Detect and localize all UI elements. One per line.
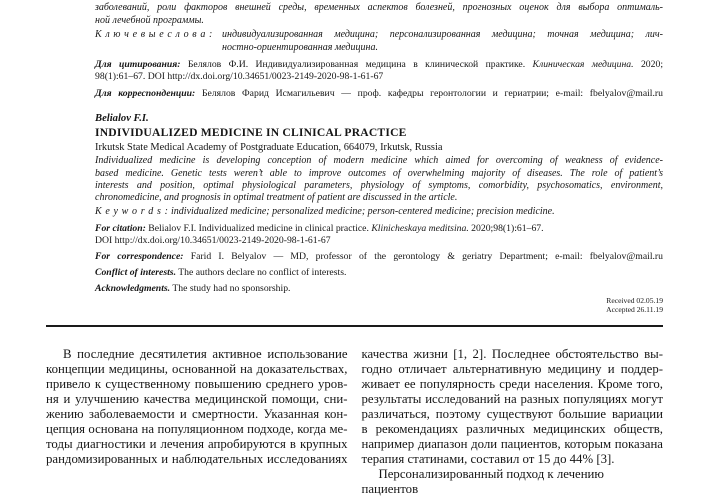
section-divider bbox=[46, 325, 663, 327]
manuscript-dates bbox=[46, 297, 663, 315]
en-title: INDIVIDUALIZED MEDICINE IN CLINICAL PRACTICE bbox=[95, 126, 407, 140]
ru-abstract-tail: заболеваний, роли факторов внешней среды, временных аспектов болезней, прогнозных оценок для выбора оптималь- ной лечебной программы. bbox=[95, 2, 663, 26]
en-citation-journal: Klinicheskaya meditsina. bbox=[371, 223, 469, 235]
ru-citation-year: 2020; bbox=[640, 59, 664, 71]
en-keywords bbox=[95, 206, 663, 218]
conflict-of-interests bbox=[95, 267, 663, 279]
en-correspondence bbox=[95, 251, 663, 263]
body-left-column: В последние десятилетия активное использование концепции медицины, основанной на доказательствах, привело к существенному повышению среднего уров- ня и улучшению качества медицинской помощи, сни- жению заболеваемости и смертности. Указанная кон- цепция основана на популяционном подходе, когда ме- тоды диагностики и лечения апробируются в крупных рандомизированных и наблюдательных исследованиях bbox=[46, 347, 348, 466]
en-citation-label: For citation: bbox=[95, 223, 146, 235]
en-author: Belialov F.I. bbox=[95, 113, 149, 125]
conflict-text: The authors declare no conflict of interests. bbox=[178, 266, 347, 278]
en-abstract: Individualized medicine is developing conception of modern medicine which aimed for overcoming of weakness of evidence- based medicine. Genetic tests weren’t able to improve outcomes of overwhelming majority of diseases. The role of patient’s interests and position, optimal physiological parameters, physiology of symptoms, comorbidity, psychosomatics, environment, chronomedicine, and prognosis in optimal treatment of patient are discussed in the article. bbox=[95, 155, 663, 204]
en-citation-doi: DOI http://dx.doi.org/10.34651/0023-2149-2020-98-1-61-67 bbox=[95, 234, 331, 246]
ru-correspondence-label: Для корреспонденции: bbox=[95, 87, 196, 99]
received-date: Received 02.05.19 bbox=[606, 296, 663, 306]
ru-citation-text: Белялов Ф.И. Индивидуализированная медицина в клинической практике. bbox=[187, 59, 526, 71]
article-body bbox=[46, 347, 663, 496]
accepted-date: Accepted 26.11.19 bbox=[606, 304, 663, 314]
ru-keywords-text: индивидуализированная медицина; персонализированная медицина; точная медицина; лич- ностно-ориентированная медицина. bbox=[221, 29, 663, 53]
ru-keywords-label: К л ю ч е в ы е с л о в а : bbox=[95, 29, 213, 41]
ru-citation-label: Для цитирования: bbox=[95, 59, 181, 71]
en-affiliation: Irkutsk State Medical Academy of Postgraduate Education, 664079, Irkutsk, Russia bbox=[95, 142, 443, 154]
en-keywords-text: individualized medicine; personalized medicine; person-centered medicine; precision medicine. bbox=[171, 205, 555, 217]
acknowledgments bbox=[95, 283, 663, 295]
ru-keywords bbox=[95, 29, 663, 54]
en-correspondence-text: Farid I. Belyalov — MD, professor of the gerontology & geriatry Department; e-mail: fbelyalov@mail.ru bbox=[190, 251, 663, 263]
body-right-column bbox=[361, 347, 664, 496]
ru-citation bbox=[95, 59, 663, 82]
ru-citation-doi: 98(1):61–67. DOI http://dx.doi.org/10.34651/0023-2149-2020-98-1-61-67 bbox=[95, 70, 384, 82]
en-citation-year: 2020;98(1):61–67. bbox=[471, 223, 544, 235]
ru-citation-journal: Клиническая медицина. bbox=[532, 59, 634, 71]
en-correspondence-label: For correspondence: bbox=[95, 251, 184, 263]
clipped-partial-line: Персонализированный подход к лечению пациентов bbox=[361, 467, 604, 496]
body-right-lines: качества жизни [1, 2]. Последнее обстоятельство вы- годно отличает альтернативную медицину и поддер- живает ее популярность среди населения. Кроме того, результаты исследований на разных популяциях могут различаться, поэтому существуют большие вариации в рекомендациях различных медицинских обществ, например диапазон доли пациентов, которым показана терапия статинами, составил от 15 до 44% [3]. bbox=[361, 347, 663, 466]
ru-correspondence bbox=[95, 88, 663, 100]
conflict-label: Conflict of interests. bbox=[95, 266, 177, 278]
acknowledgments-label: Acknowledgments. bbox=[95, 282, 171, 294]
ru-correspondence-text: Белялов Фарид Исмагильевич — проф. кафедры геронтологии и гериатрии; e-mail: fbelyalov@mail.ru bbox=[201, 87, 663, 99]
en-citation-text: Belialov F.I. Individualized medicine in clinical practice. bbox=[148, 223, 369, 235]
acknowledgments-text: The study had no sponsorship. bbox=[172, 282, 291, 294]
en-citation bbox=[95, 223, 663, 246]
en-keywords-label: K e y w o r d s : bbox=[95, 205, 169, 217]
